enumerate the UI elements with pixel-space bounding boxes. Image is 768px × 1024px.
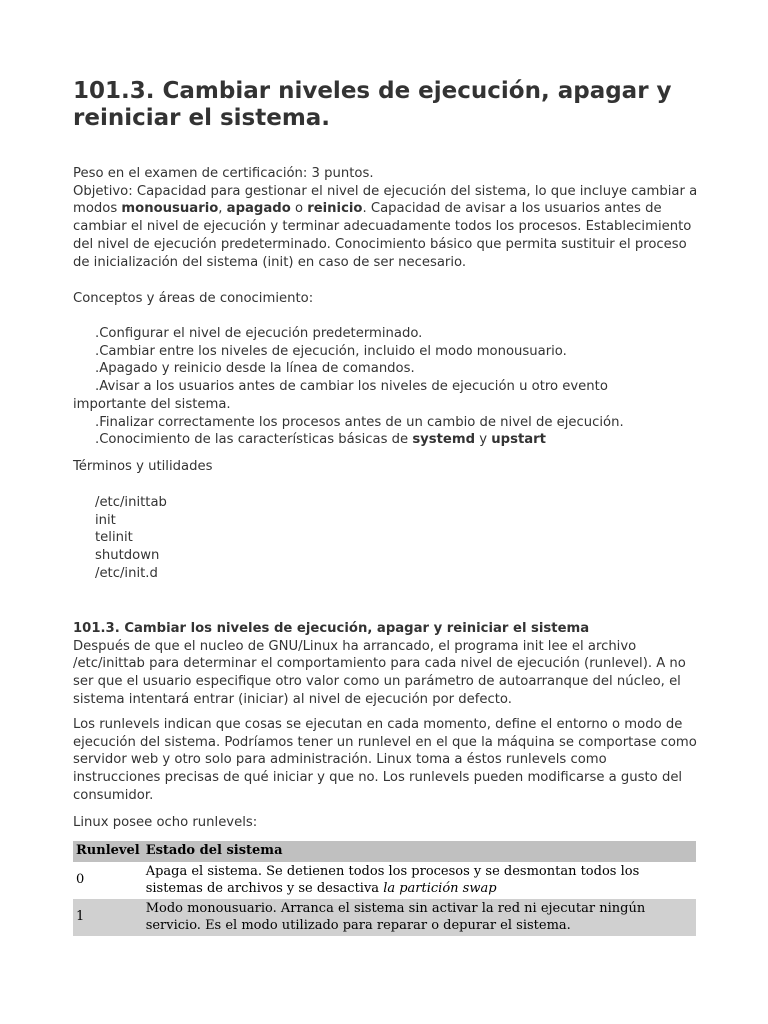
list-item: telinit [95,530,133,546]
list-item: shutdown [95,548,160,564]
list-item: init [95,512,116,528]
list-item: .Cambiar entre los niveles de ejecución, incluido el modo monousuario. [95,343,567,359]
description-cell: Modo monousuario. Arranca el sistema sin activar la red ni ejecutar ningún servicio. Es el modo utilizado para reparar o depurar el sistema. [143,899,696,936]
column-header: Estado del sistema [143,841,696,862]
peso-text: Peso en el examen de certificación: 3 puntos. [73,166,374,181]
list-item: .Conocimiento de las características básicas de systemd y upstart [95,432,546,448]
section-body [73,620,698,709]
runlevels-table [73,841,696,936]
list-item: .Apagado y reinicio desde la línea de comandos. [95,361,415,377]
list-item: .Avisar a los usuarios antes de cambiar los niveles de ejecución u otro evento importante del sistema. [73,379,608,412]
list-item: /etc/init.d [95,565,158,581]
table-header-row [73,841,696,862]
terminos-heading: Términos y utilidades [73,459,213,474]
terminos-list [73,494,720,583]
paragraph: Los runlevels indican que cosas se ejecutan en cada momento, define el entorno o modo de ejecución del sistema. Podríamos tener un runlevel en el que la máquina se comportase como servidor web y otro solo para administración. Linux toma a éstos runlevels como instrucciones precisas de qué iniciar y que no. Los runlevels pueden modificarse a gusto del consumidor. [73,717,697,803]
conceptos-heading: Conceptos y áreas de conocimiento: [73,291,314,306]
list-item: .Finalizar correctamente los procesos antes de un cambio de nivel de ejecución. [95,414,624,430]
description-cell: Apaga el sistema. Se detienen todos los procesos y se desmontan todos los sistemas de archivos y se desactiva la partición swap [145,864,640,896]
section-title: 101.3. Cambiar los niveles de ejecución, apagar y reiniciar el sistema [73,621,590,636]
paragraph: Después de que el nucleo de GNU/Linux ha arrancado, el programa init lee el archivo /etc/inittab para determinar el comportamiento para cada nivel de ejecución (runlevel). A no ser que el usuario especifique otro valor como un parámetro de autoarranque del núcleo, el sistema intentará entrar (iniciar) al nivel de ejecución por defecto. [73,638,686,707]
list-item: .Configurar el nivel de ejecución predeterminado. [95,326,423,341]
runlevel-cell: 0 [76,872,85,888]
conceptos-list [73,325,698,449]
table-row [73,862,696,899]
page-title: 101.3. Cambiar niveles de ejecución, apagar y reiniciar el sistema. [73,78,672,131]
list-item: /etc/inittab [95,495,167,510]
runlevel-cell: 1 [73,899,143,936]
objetivo-text: Objetivo: Capacidad para gestionar el nivel de ejecución del sistema, lo que incluye cambiar a modos monousuario, apagado o reinicio. Capacidad de avisar a los usuarios antes de cambiar el nivel de ejecución y terminar adecuadamente todos los procesos. Establecimiento del nivel de ejecución predeterminado. Conocimiento básico que permita sustituir el proceso de inicialización del sistema (init) en caso de ser necesario. [73,183,698,270]
table-row [73,899,696,936]
column-header: Runlevel [73,841,143,862]
paragraph: Linux posee ocho runlevels: [73,815,258,830]
objective-block [73,165,698,271]
